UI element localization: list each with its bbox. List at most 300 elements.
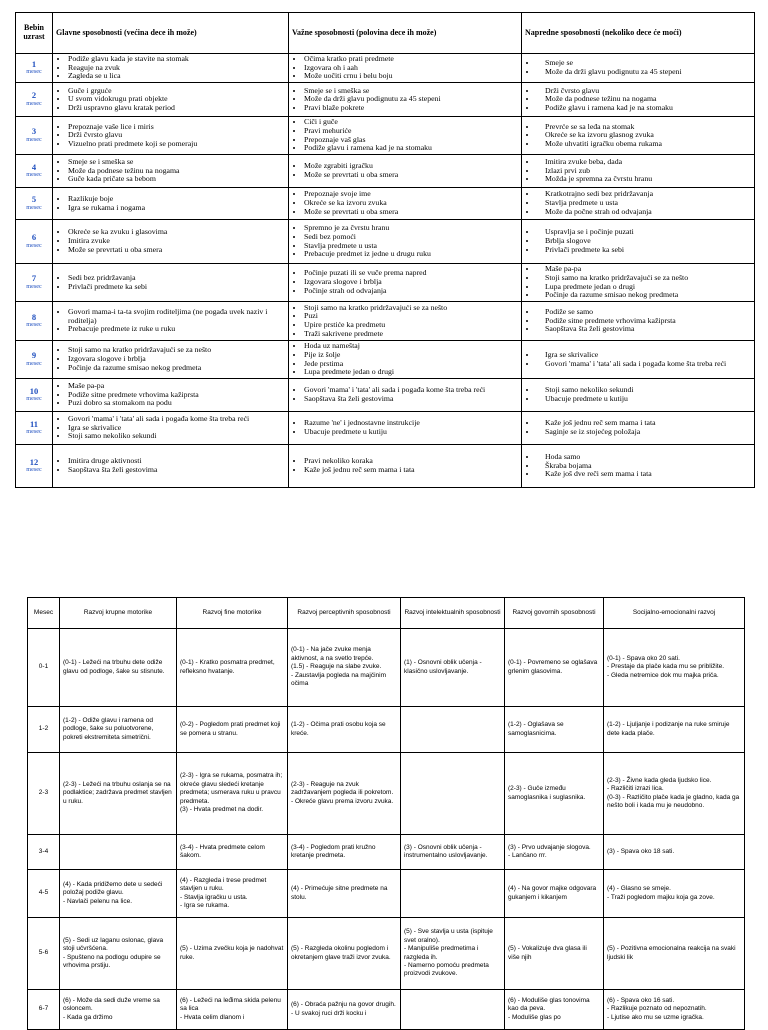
main-skills-cell [53,379,289,412]
skill-item: • Puzi [304,312,518,321]
milestones-table [15,12,755,488]
skill-item: • Traži sakrivene predmete [304,330,518,339]
cell-line: (0-1) - Ležeći na trbuhu dete odiže glavu od podloge, šake su stisnute. [63,659,165,675]
cell-line: (1-2) - Oglašava se samoglasnicima. [508,721,564,737]
skill-item: • Sedi bez pomoći [304,233,518,242]
month-cell: 6-7 [28,990,60,1030]
speech-cell [505,707,604,753]
gross-motor-cell [60,870,177,918]
advanced-skills-cell [522,412,755,445]
skill-item: • Smeje se i smeška se [304,87,518,96]
table-row [28,629,745,707]
skill-item: • Škraba bojama [537,462,751,471]
cell-line: (5) - Pozitivna emocionalna reakcija na svaki ljudski lik [607,945,736,961]
cell-line: (6) - Obraća pažnju na govor drugih. [291,1001,396,1009]
skill-item: • Stoji samo na kratko pridržavajući se za nešto [68,346,285,355]
skill-list [292,342,518,377]
main-skills-cell [53,302,289,341]
skill-item: • Drži čvrsto glavu [68,131,285,140]
skill-item: • Može da počne strah od odvajanja [537,208,751,217]
age-number: 6 [31,232,37,243]
skill-item: • Možda je spremna za čvrstu hranu [537,175,751,184]
age-number: 8 [31,311,37,322]
skill-list [292,269,518,295]
main-skills-cell [53,83,289,117]
table-row [16,264,755,302]
cell-line: - Razlikuje poznato od nepoznatih. [607,1005,707,1013]
skill-item: • Stoji samo nekoliko sekundi [537,386,751,395]
skill-item: • Hoda samo [537,453,751,462]
skill-item: • Stoji samo na kratko pridržavajući se za nešto [537,274,751,283]
skill-item: • Razlikuje boje [68,195,285,204]
main-skills-cell [53,117,289,155]
skill-item: • Upire prstiće ka predmetu [304,321,518,330]
development-table [27,597,745,1030]
important-skills-cell [289,54,522,83]
skill-list [292,419,518,436]
skill-item: • Lupa predmete jedan o drugi [304,368,518,377]
skill-list [292,304,518,339]
skill-list [56,123,285,149]
table-row [16,302,755,341]
age-unit: mesec [26,135,42,143]
cell-line: (3-4) - Pogledom prati kružno kretanje predmeta. [291,843,376,859]
skill-list [525,158,751,184]
skill-item: • Maše pa-pa [68,382,285,391]
table-row [28,918,745,990]
cell-line: - Okreće glavu prema izvoru zvuka. [291,797,394,805]
skill-item: • Igra se skrivalice [68,424,285,433]
skill-list [56,228,285,254]
skill-list [292,87,518,113]
skill-item: • Ubacuje predmete u kutiju [304,428,518,437]
advanced-skills-cell [522,54,755,83]
skill-item: • Prepoznaje vaš glas [304,136,518,145]
skill-item: • Podiže sitne predmete vrhovima kažiprsta [537,317,751,326]
age-unit: mesec [26,241,42,249]
header-intellectual: Razvoj intelektualnih sposobnosti [401,598,505,629]
skill-item: • Maše pa-pa [537,265,751,274]
skill-list [525,419,751,436]
main-skills-cell [53,445,289,488]
cell-line: (6) - Spava oko 16 sati. [607,996,675,1004]
skill-item: • Pravi nekoliko koraka [304,457,518,466]
important-skills-cell [289,341,522,379]
age-number: 1 [31,58,37,69]
cell-line: (3-4) - Hvata predmete celom šakom. [180,843,265,859]
cell-line: - Namerno pomoću predmeta proizvodi zvukove. [404,961,489,978]
important-skills-cell [289,412,522,445]
skill-list [525,123,751,149]
gross-motor-cell [60,753,177,835]
intellectual-cell [401,835,505,870]
skill-item: • Reaguje na zvuk [68,64,285,73]
age-cell [16,117,53,155]
skill-item: • Smeje se [537,59,751,68]
socio-emotional-cell [604,835,745,870]
skill-list [292,190,518,216]
skill-item: • Prepoznaje vaše lice i miris [68,123,285,132]
skill-item: • Ubacuje predmete u kutiju [537,395,751,404]
cell-line: - Spušteno na podlogu odupire se vrhovima prstiju. [63,953,161,969]
age-cell [16,341,53,379]
skill-item: • Saginje se iz stojećeg položaja [537,428,751,437]
cell-line: - Manipuliše predmetima i razgleda ih. [404,945,479,961]
socio-emotional-cell [604,629,745,707]
cell-line: (3) - Prvo udvajanje slogova. [508,843,591,851]
cell-line: - Navlači pelenu na lice. [63,897,133,905]
skill-item: • Podiže glavu kada je stavite na stomak [68,55,285,64]
skill-item: • Govori 'mama' i 'tata' ali sada i pogađa kome šta treba reći [537,360,751,369]
age-unit: mesec [26,359,42,367]
advanced-skills-cell [522,302,755,341]
skill-item: • Stavlja predmete u usta [537,199,751,208]
important-skills-cell [289,264,522,302]
skill-item: • Podiže glavu i ramena kad je na stomaku [537,104,751,113]
skill-list [292,162,518,179]
skill-item: • Guče kada pričate sa bebom [68,175,285,184]
important-skills-cell [289,155,522,188]
skill-item: • Okreće se ka izvoru glasnog zvuka [537,131,751,140]
cell-line: - Igra se rukama. [180,901,230,909]
month-cell: 2-3 [28,753,60,835]
age-number: 10 [29,385,39,396]
age-number: 7 [31,273,37,284]
perceptual-cell [288,629,401,707]
header-gross-motor: Razvoj krupne motorike [60,598,177,629]
cell-line: (0-1) - Povremeno se oglašava grlenim glasovima. [508,659,598,675]
table-row [16,220,755,264]
month-cell: 0-1 [28,629,60,707]
cell-line: - Zaustavlja pogleda na majčinim očima [291,671,387,688]
skill-item: • Puzi dobro sa stomakom na podu [68,399,285,408]
age-unit: mesec [26,428,42,436]
skill-list [56,158,285,184]
skill-item: • Podiže se samo [537,308,751,317]
age-cell [16,264,53,302]
skill-item: • Kaže još jednu reč sem mama i tata [537,419,751,428]
advanced-skills-cell [522,117,755,155]
fine-motor-cell [177,835,288,870]
table-row [16,341,755,379]
skill-item: • Uspravlja se i počinje puzati [537,228,751,237]
skill-item: • Kratkotrajno sedi bez pridržavanja [537,190,751,199]
intellectual-cell [401,918,505,990]
skill-item: • Saopštava šta želi gestovima [68,466,285,475]
table-row [28,835,745,870]
main-skills-cell [53,412,289,445]
month-cell: 3-4 [28,835,60,870]
age-unit: mesec [26,68,42,76]
skill-item: • Prepoznaje svoje ime [304,190,518,199]
cell-line: (6) - Može da sedi duže vreme sa osloncem. [63,996,160,1013]
development-header-row [28,598,745,629]
skill-item: • Kaže još jednu reč sem mama i tata [304,466,518,475]
age-cell [16,83,53,117]
cell-line: - Različiti izrazi lica. [607,785,664,793]
perceptual-cell [288,918,401,990]
cell-line: - Lančano rrr. [508,852,547,859]
main-skills-cell [53,220,289,264]
cell-line: - Stavlja igračku u usta. [180,893,248,901]
table-row [16,155,755,188]
header-perceptual: Razvoj perceptivnih sposobnosti [288,598,401,629]
main-skills-cell [53,155,289,188]
age-unit: mesec [26,395,42,403]
cell-line: (5) - Razgleda okolinu pogledom i okretanjem glave traži izvor zvuka. [291,945,391,961]
cell-line: - Gleda netremice dok mu majka priča. [607,671,719,679]
skill-list [525,228,751,254]
cell-line: (1-2) - Ljuljanje i podizanje na ruke smiruje dete kada plače. [607,721,730,737]
speech-cell [505,753,604,835]
fine-motor-cell [177,707,288,753]
skill-item: • Podiže sitne predmete vrhovima kažiprsta [68,391,285,400]
cell-line: (5) - Sve stavlja u usta (ispituje svet oralno). [404,928,493,944]
skill-item: • Pravi mehuriće [304,127,518,136]
skill-item: • Okreće se ka zvuku i glasovima [68,228,285,237]
cell-line: (6) - Ležeći na leđima skida pelenu sa lica [180,996,281,1013]
table-row [16,117,755,155]
skill-list [56,87,285,113]
gross-motor-cell [60,707,177,753]
skill-item: • Razume 'ne' i jednostavne instrukcije [304,419,518,428]
cell-line: (5) - Sedi uz laganu oslonac, glava stoji učvršćena. [63,936,164,953]
skill-item: • Drži uspravno glavu kratak period [68,104,285,113]
skill-item: • Počinje da razume smisao nekog predmeta [68,364,285,373]
cell-line: (3) - Osnovni oblik učenja - instrumentalno uslovljavanje. [404,843,488,859]
skill-list [525,351,751,368]
important-skills-cell [289,445,522,488]
cell-line: - Traži pogledom majku koja ga zove. [607,893,715,901]
advanced-skills-cell [522,220,755,264]
table-row [28,753,745,835]
skill-list [525,453,751,479]
cell-line: (2-3) - Guče između samoglasnika i suglasnika. [508,785,586,801]
cell-line: (1-2) - Očima prati osobu koja se kreće. [291,721,386,737]
main-skills-cell [53,264,289,302]
skill-item: • Drži čvrsto glavu [537,87,751,96]
advanced-skills-cell [522,341,755,379]
perceptual-cell [288,870,401,918]
important-skills-cell [289,83,522,117]
advanced-skills-cell [522,83,755,117]
cell-line: (4) - Primećuje sitne predmete na stolu. [291,885,388,901]
skill-item: • Pije iz šolje [304,351,518,360]
month-cell: 5-6 [28,918,60,990]
fine-motor-cell [177,753,288,835]
skill-item: • Podiže glavu i ramena kad je na stomaku [304,144,518,153]
intellectual-cell [401,870,505,918]
skill-list [292,386,518,403]
skill-item: • Saopštava šta želi gestovima [304,395,518,404]
cell-line: (2-3) - Ležeći na trbuhu oslanja se na podlaktice; zadržava predmet stavljen u ruku. [63,780,172,805]
skill-item: • Izgovara slogove i brblja [304,278,518,287]
cell-line: (2-3) - Reaguje na zvuk zadržavanjem pogleda ili pokretom. [291,780,394,797]
skill-item: • Pravi blaže pokrete [304,104,518,113]
gross-motor-cell [60,629,177,707]
skill-list [56,274,285,291]
skill-item: • Može da podnese težinu na nogama [537,95,751,104]
important-skills-cell [289,379,522,412]
skill-item: • Može uhvatiti igračku obema rukama [537,140,751,149]
cell-line: (0-3) - Različito plače kada je gladno, kada ga nešto boli i kada mu je neudobno. [607,793,740,809]
perceptual-cell [288,707,401,753]
gross-motor-cell [60,835,177,870]
skill-list [56,55,285,81]
speech-cell [505,870,604,918]
fine-motor-cell [177,629,288,707]
skill-item: • Stavlja predmete u usta [304,242,518,251]
age-number: 11 [29,418,39,429]
table-row [16,54,755,83]
cell-line: (1) - Osnovni oblik učenja - klasično uslovljavanje. [404,659,482,675]
skill-item: • Igra se skrivalice [537,351,751,360]
advanced-skills-cell [522,264,755,302]
intellectual-cell [401,707,505,753]
skill-item: • Izgovara slogove i brblja [68,355,285,364]
skill-list [525,308,751,334]
skill-item: • Kaže još dve reči sem mama i tata [537,470,751,479]
milestones-header-row [16,13,755,54]
skill-item: • Može zgrabiti igračku [304,162,518,171]
main-skills-cell [53,341,289,379]
cell-line: (3) - Hvata predmet na dodir. [180,806,264,814]
age-number: 12 [29,456,39,467]
age-number: 4 [31,161,37,172]
skill-list [56,382,285,408]
cell-line: (0-2) - Pogledom prati predmet koji se pomera u stranu. [180,721,281,737]
speech-cell [505,918,604,990]
skill-item: • Brblja slogove [537,237,751,246]
table-row [16,412,755,445]
skill-item: • Očima kratko prati predmete [304,55,518,64]
socio-emotional-cell [604,753,745,835]
skill-list [525,265,751,300]
skill-item: • Privlači predmete ka sebi [537,246,751,255]
skill-item: • Lupa predmete jedan o drugi [537,283,751,292]
cell-line: - Moduliše glas po [508,1013,561,1021]
skill-item: • Smeje se i smeška se [68,158,285,167]
skill-item: • Može da drži glavu podignutu za 45 stepeni [537,68,751,77]
header-fine-motor: Razvoj fine motorike [177,598,288,629]
fine-motor-cell [177,870,288,918]
speech-cell [505,629,604,707]
header-important-skills: Važne sposobnosti (polovina dece ih može) [289,13,522,54]
cell-line: (0-1) - Na jače zvuke menja aktivnost, a na svetlo trepće. [291,646,374,662]
header-age: Bebin uzrast [16,13,53,54]
skill-list [525,386,751,403]
skill-item: • Privlači predmete ka sebi [68,283,285,292]
cell-line: (5) - Vokalizuje dva glasa ili više njih [508,945,587,961]
skill-item: • Spremno je za čvrstu hranu [304,224,518,233]
skill-item: • Zagleda se u lica [68,72,285,81]
skill-item: • Prevrće se sa leđa na stomak [537,123,751,132]
skill-item: • Počinje strah od odvajanja [304,287,518,296]
header-month: Mesec [28,598,60,629]
header-socio-emotional: Socijalno-emocionalni razvoj [604,598,745,629]
cell-line: - Ljutise ako mu se uzme igračka. [607,1013,704,1021]
cell-line: (6) - Moduliše glas tonovima kao da peva. [508,996,590,1013]
age-unit: mesec [26,321,42,329]
skill-item: • Jede prstima [304,360,518,369]
skill-item: • Stoji samo na kratko pridržavajući se za nešto [304,304,518,313]
month-cell: 4-5 [28,870,60,918]
skill-item: • Govori mama-i ta-ta svojim roditeljima (ne pogađa uvek naziv i roditelja) [68,308,285,325]
cell-line: (1-2) - Odiže glavu i ramena od podloge, šake su poluotvorene, pokreti ekstremiteta simetrični. [63,716,154,741]
age-number: 9 [31,350,37,361]
skill-list [56,457,285,474]
skill-item: • Može uočiti crnu i belu boju [304,72,518,81]
skill-item: • Imitira zvuke beba, dada [537,158,751,167]
skill-list [292,55,518,81]
header-advanced-skills: Napredne sposobnosti (nekoliko dece će moći) [522,13,755,54]
skill-list [56,195,285,212]
skill-item: • Okreće se ka izvoru zvuka [304,199,518,208]
skill-item: • Govori 'mama' i 'tata' ali sada i pogađa kome šta treba reći [68,415,285,424]
age-cell [16,188,53,220]
age-cell [16,412,53,445]
skill-list [292,457,518,474]
table-row [28,870,745,918]
skill-list [292,224,518,259]
important-skills-cell [289,188,522,220]
month-cell: 1-2 [28,707,60,753]
table-row [28,707,745,753]
important-skills-cell [289,117,522,155]
age-unit: mesec [26,171,42,179]
age-cell [16,54,53,83]
age-unit: mesec [26,282,42,290]
cell-line: (3) - Spava oko 18 sati. [607,847,675,855]
socio-emotional-cell [604,918,745,990]
cell-line: (2-3) - Živne kada gleda ljudsko lice. [607,776,712,784]
skill-item: • Stoji samo nekoliko sekundi [68,432,285,441]
cell-line: (0-1) - Kratko posmatra predmet, refleksno hvatanje. [180,659,275,675]
skill-item: • Počinje da razume smisao nekog predmeta [537,291,751,300]
skill-item: • Vizuelno prati predmete koji se pomeraju [68,140,285,149]
cell-line: - Hvata celim dlanom i [180,1013,245,1021]
cell-line: (4) - Razgleda i trese predmet stavljen u ruku. [180,876,267,893]
header-speech: Razvoj govornih sposobnosti [505,598,604,629]
skill-item: • Guče i grguće [68,87,285,96]
important-skills-cell [289,302,522,341]
skill-list [292,118,518,153]
age-cell [16,379,53,412]
speech-cell [505,835,604,870]
age-unit: mesec [26,466,42,474]
skill-item: • Može se prevrtati u oba smera [304,208,518,217]
cell-line: - Prestaje da plače kada mu se približite. [607,663,725,671]
age-unit: mesec [26,203,42,211]
skill-list [56,346,285,372]
table-row [16,379,755,412]
gross-motor-cell [60,918,177,990]
main-skills-cell [53,188,289,220]
age-cell [16,220,53,264]
age-unit: mesec [26,99,42,107]
skill-list [56,308,285,334]
socio-emotional-cell [604,870,745,918]
header-main-skills: Glavne sposobnosti (većina dece ih može) [53,13,289,54]
age-number: 3 [31,126,37,137]
skill-item: • Može se prevrtati u oba smera [68,246,285,255]
cell-line: - Kada ga držimo [63,1013,113,1021]
perceptual-cell [288,753,401,835]
fine-motor-cell [177,918,288,990]
cell-line: - U svakoj ruci drži kocku i [291,1009,367,1017]
skill-item: • Sedi bez pridržavanja [68,274,285,283]
skill-list [525,59,751,76]
